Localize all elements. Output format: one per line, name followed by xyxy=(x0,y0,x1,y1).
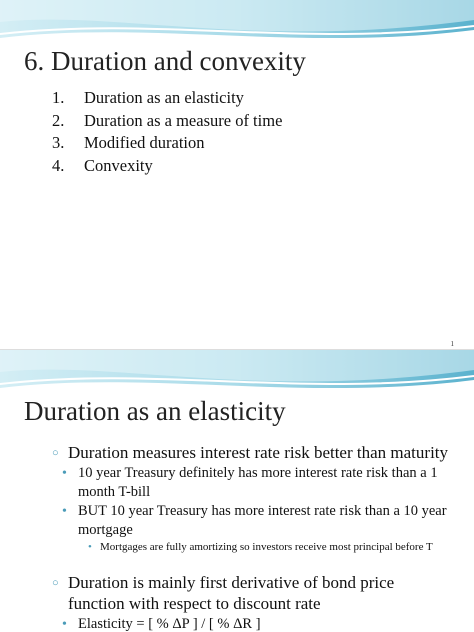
list-item: 4. Convexity xyxy=(52,155,153,175)
dot-bullet-icon: • xyxy=(62,504,67,519)
dot-bullet-icon: • xyxy=(62,466,67,481)
list-item: 1. Duration as an elasticity xyxy=(52,88,244,107)
wave-banner xyxy=(0,350,474,400)
slide-2 xyxy=(0,350,474,632)
bullet-level-1: ○ Duration measures interest rate risk better than maturity xyxy=(52,443,449,462)
page-number: 1 xyxy=(450,340,454,348)
dot-bullet-icon: • xyxy=(62,617,67,632)
bullet-level-1: ○ Duration is mainly first derivative of bond price function with respect to discount rate xyxy=(52,573,395,613)
bullet-level-2: • 10 year Treasury definitely has more interest rate risk than a 1 month T-bill xyxy=(62,465,438,500)
bullet-level-3: • Mortgages are fully amortizing so investors receive most principal before T xyxy=(88,541,433,553)
list-item: 2. Duration as a measure of time xyxy=(52,110,283,130)
list-item: 3. Modified duration xyxy=(52,133,205,152)
hollow-circle-icon: ○ xyxy=(52,577,59,589)
slide-title: Duration as an elasticity xyxy=(24,396,286,426)
hollow-circle-icon: ○ xyxy=(52,447,59,459)
slide-title: 6. Duration and convexity xyxy=(24,46,306,76)
wave-banner xyxy=(0,0,474,50)
bullet-level-2: • Elasticity = [ % ΔP ] / [ % ΔR ] xyxy=(62,616,261,632)
dot-bullet-icon: • xyxy=(88,541,92,553)
bullet-level-2: • BUT 10 year Treasury has more interest rate risk than a 10 year mortgage xyxy=(62,503,447,538)
topic-list xyxy=(52,87,282,177)
